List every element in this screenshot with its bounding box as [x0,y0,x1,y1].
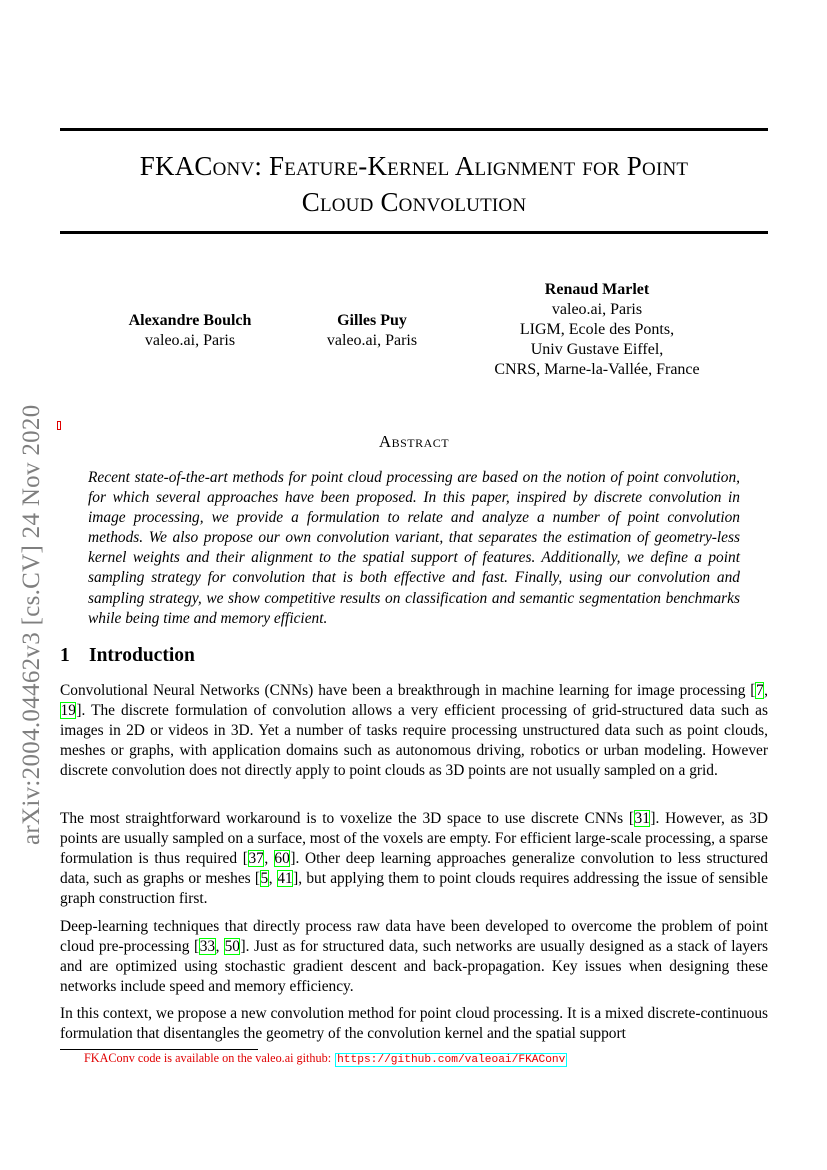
citation-link[interactable]: 5 [260,870,269,888]
section-heading [60,645,195,667]
footnote-anchor-marker[interactable] [57,421,61,430]
title-top-rule [60,128,768,131]
author-block-1 [110,311,270,351]
author-name: Alexandre Boulch [128,312,252,329]
github-link[interactable]: https://github.com/valeoai/FKAConv [337,1054,566,1066]
author-affiliation: LIGM, Ecole des Ponts, [519,321,675,338]
citation-link[interactable]: 19 [60,702,76,720]
author-block-3 [482,280,712,380]
author-affiliation: valeo.ai, Paris [551,301,643,318]
citation-link[interactable]: 7 [755,682,764,699]
paragraph-3: Deep-learning techniques that directly process raw data have been developed to overcome the problem of point cloud pre-processing [33, 50]. Just as for structured data, such networks are usually designed as a stack of layers and are optimized using stochastic gradient descent and back-propagation. Key issues when designing these networks include speed and memory efficiency. [60,918,769,996]
title-line-1: FKAConv: Feature-Kernel Alignment for Point [139,151,689,181]
author-affiliation: valeo.ai, Paris [326,332,418,349]
author-affiliation: valeo.ai, Paris [144,332,236,349]
section-title: Introduction [89,645,195,666]
title-line-2: Cloud Convolution [301,187,527,217]
footnote-text: FKAConv code is available on the valeo.ai github: [84,1051,332,1065]
citation-link[interactable]: 37 [248,850,264,868]
title-bottom-rule [60,231,768,234]
paper-title [60,148,768,220]
citation-link[interactable]: 41 [277,870,293,888]
author-name: Renaud Marlet [544,281,650,298]
author-block-2 [302,311,442,351]
author-affiliation: CNRS, Marne-la-Vallée, France [494,361,700,378]
citation-link[interactable]: 33 [199,938,216,956]
author-name: Gilles Puy [337,312,407,329]
paragraph-1: Convolutional Neural Networks (CNNs) have been a breakthrough in machine learning for image processing [7, 19]. The discrete formulation of convolution allows a very efficient processing of grid-structured data such as images in 2D or videos in 3D. Yet a number of tasks require processing unstructured data such as point clouds, meshes or graphs, with application domains such as autonomous driving, robotics or urban modeling. However discrete convolution does not directly apply to point clouds as 3D points are not usually sampled on a grid. [60,682,768,780]
arxiv-stamp: arXiv:2004.04462v3 [cs.CV] 24 Nov 2020 [18,404,45,845]
paragraph-2: The most straightforward workaround is to voxelize the 3D space to use discrete CNNs [31]. However, as 3D points are usually sampled on a surface, most of the voxels are empty. For efficient large-scale processing, a sparse formulation is thus required [37, 60]. Other deep learning approaches generalize convolution to less structured data, such as graphs or meshes [5, 41], but applying them to point clouds requires addressing the issue of sensible graph construction first. [60,810,768,908]
citation-link[interactable]: 31 [634,810,650,827]
author-affiliation: Univ Gustave Eiffel, [530,341,664,358]
abstract-heading: Abstract [378,432,450,451]
citation-link[interactable]: 50 [224,938,240,956]
paragraph-4: In this context, we propose a new convolution method for point cloud processing. It is a mixed discrete-continuous formulation that disentangles the geometry of the convolution kernel and the spatial support [60,1005,768,1043]
footnote [84,1050,567,1068]
citation-link[interactable]: 60 [274,850,290,868]
abstract-text: Recent state-of-the-art methods for point cloud processing are based on the notion of point convolution, for which several approaches have been proposed. In this paper, inspired by discrete convolution in image processing, we provide a formulation to relate and analyze a number of point convolution methods. We also propose our own convolution variant, that separates the estimation of geometry-less kernel weights and their alignment to the spatial support of features. Additionally, we define a point sampling strategy for convolution that is both effective and fast. Finally, using our convolution and sampling strategy, we show competitive results on classification and semantic segmentation benchmarks while being time and memory efficient. [88,469,740,627]
section-number: 1 [60,645,70,666]
